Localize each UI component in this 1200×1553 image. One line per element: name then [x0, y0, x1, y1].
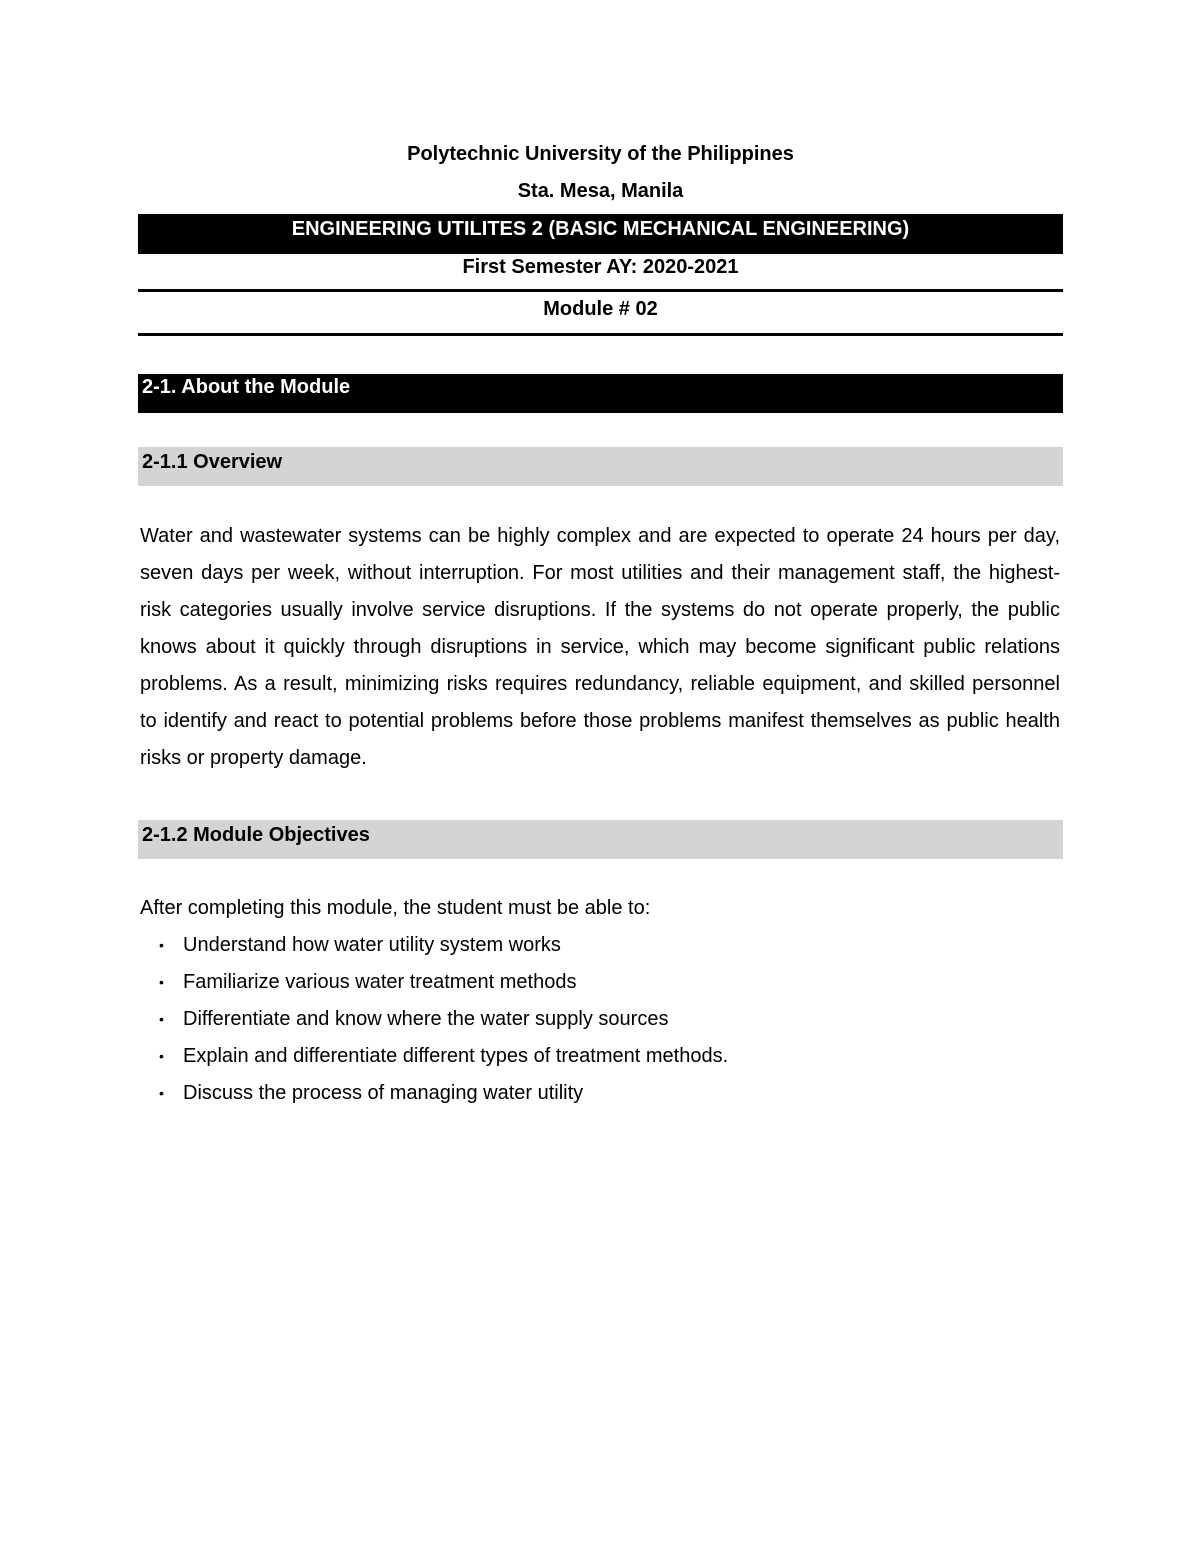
section-title: 2-1. About the Module	[142, 376, 351, 398]
campus-location: Sta. Mesa, Manila	[517, 180, 684, 202]
course-title: ENGINEERING UTILITES 2 (BASIC MECHANICAL ENGINEERING)	[291, 218, 910, 240]
bullet-icon: •	[159, 937, 164, 953]
objectives-list	[140, 933, 728, 1118]
bullet-icon: •	[159, 1011, 164, 1027]
objective-item	[140, 1044, 728, 1081]
section-title-bar	[138, 374, 1063, 413]
bullet-icon: •	[159, 1085, 164, 1101]
divider-top	[138, 289, 1063, 292]
university-name: Polytechnic University of the Philippines	[407, 143, 794, 165]
objective-text: Explain and differentiate different types of treatment methods.	[183, 1045, 729, 1067]
objective-item	[140, 1007, 728, 1044]
objective-item	[140, 970, 728, 1007]
objective-text: Discuss the process of managing water utility	[183, 1082, 584, 1104]
objectives-intro: After completing this module, the student must be able to:	[140, 897, 651, 919]
bullet-icon: •	[159, 974, 164, 990]
overview-heading: 2-1.1 Overview	[138, 447, 1063, 486]
objectives-heading: 2-1.2 Module Objectives	[138, 820, 1063, 859]
objective-item	[140, 933, 728, 970]
divider-bottom	[138, 333, 1063, 336]
objective-item	[140, 1081, 728, 1118]
objective-text: Differentiate and know where the water supply sources	[183, 1008, 669, 1030]
bullet-icon: •	[159, 1048, 164, 1064]
module-number: Module # 02	[543, 298, 658, 320]
overview-paragraph: Water and wastewater systems can be highly complex and are expected to operate 24 hours per day, seven days per week, without interruption. For most utilities and their management staff, the highest-risk categories usually involve service disruptions. If the systems do not operate properly, the public knows about it quickly through disruptions in service, which may become significant public relations problems. As a result, minimizing risks requires redundancy, reliable equipment, and skilled personnel to identify and react to potential problems before those problems manifest themselves as public health risks or property damage.	[140, 525, 1060, 769]
objective-text: Understand how water utility system works	[183, 934, 561, 956]
objective-text: Familiarize various water treatment methods	[183, 971, 577, 993]
semester-line: First Semester AY: 2020-2021	[462, 256, 739, 278]
course-title-bar	[138, 214, 1063, 254]
